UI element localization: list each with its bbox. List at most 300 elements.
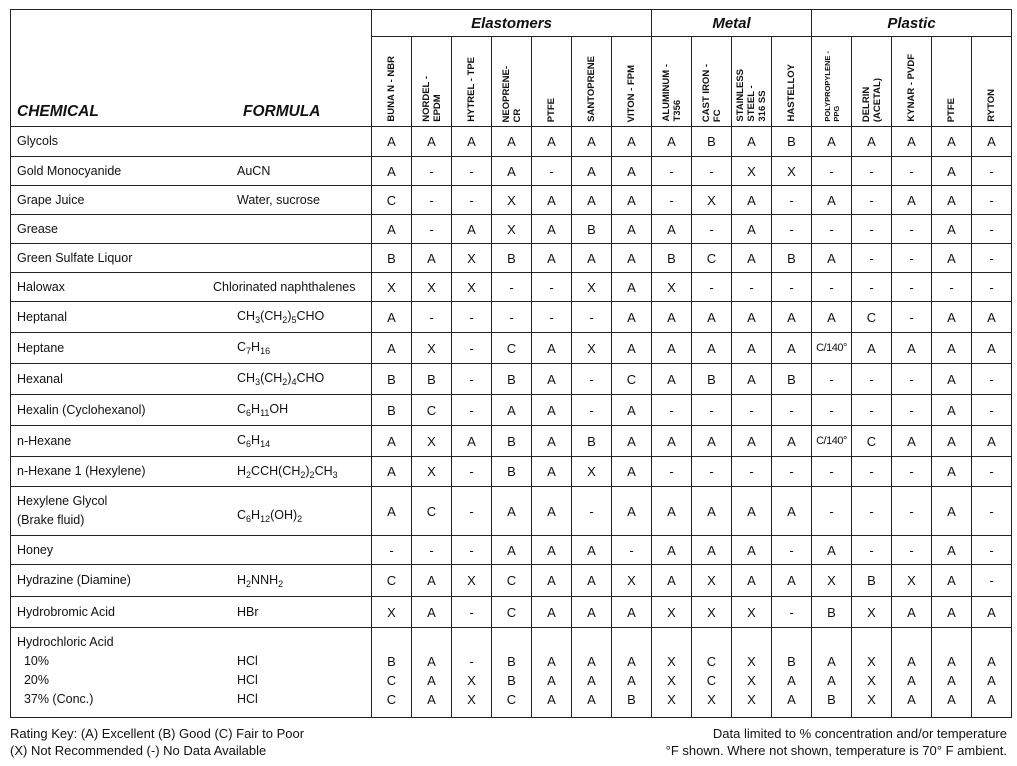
rating-cell [372,273,412,302]
rating-value: A [667,371,676,387]
rating-value: A [747,371,756,387]
rating-value: - [869,402,874,418]
rating-value: C [506,604,517,620]
group-plastic: Plastic [812,10,1012,37]
chemical-cell [11,157,372,186]
rating-value: A [787,672,796,688]
chemical-formula [213,492,302,530]
rating-value: X [427,433,436,449]
rating-value: A [747,542,756,558]
rating-value: A [827,542,836,558]
rating-value: A [427,250,436,266]
rating-cell [652,457,692,487]
rating-cell [692,628,732,718]
rating-value: A [427,604,436,620]
rating-cell [772,333,812,364]
chemical-header: CHEMICAL [17,103,99,120]
rating-value: A [907,340,916,356]
rating-value: A [387,433,396,449]
rating-value: A [787,309,796,325]
rating-cell [972,302,1012,333]
rating-cell [492,333,532,364]
rating-value: B [787,134,796,149]
chemical-name-line: Gold Monocyanide [17,163,122,178]
rating-value: X [787,163,796,179]
rating-cell [852,487,892,536]
rating-value: A [587,691,596,707]
rating-value: X [427,279,436,295]
rating-cell [412,628,452,718]
rating-cell [772,565,812,597]
rating-value: - [509,279,514,295]
rating-cell [452,628,492,718]
rating-cell [932,487,972,536]
rating-value: A [987,672,996,688]
rating-value: A [387,340,396,356]
rating-cell [452,215,492,244]
rating-value: X [867,604,876,620]
table-row [11,157,1012,186]
rating-value: - [669,163,674,179]
rating-cell [492,395,532,426]
rating-cell [452,302,492,333]
rating-cell [812,487,852,536]
rating-value: - [589,503,594,519]
rating-value: X [427,464,436,479]
rating-value: B [507,371,516,387]
rating-value: - [469,653,474,669]
rating-cell [892,302,932,333]
rating-value: A [667,503,676,519]
rating-cell [812,333,852,364]
rating-value: C [386,573,397,588]
chemical-name [11,220,213,239]
rating-value: C [426,503,437,519]
rating-value: - [869,192,874,208]
rating-cell [612,364,652,395]
rating-value: B [507,653,516,669]
rating-value: X [667,653,676,669]
chemical-formula [213,400,288,420]
rating-value: - [989,279,994,295]
rating-cell [932,395,972,426]
rating-value: A [587,163,596,179]
table-row [11,628,1012,718]
rating-cell [812,565,852,597]
rating-cell [652,186,692,215]
rating-cell [532,395,572,426]
rating-cell [932,186,972,215]
formula-header: FORMULA [243,103,321,120]
rating-cell [452,426,492,457]
rating-value: X [667,691,676,707]
rating-cell [772,395,812,426]
chemical-name-line: (Brake fluid) [17,513,85,527]
rating-cell [492,628,532,718]
group-metal: Metal [652,10,812,37]
rating-cell [892,457,932,487]
rating-value: A [507,402,516,418]
rating-cell [732,186,772,215]
chemical-name-line: Heptane [17,340,65,355]
rating-cell [732,487,772,536]
chemical-name-line: 20% [17,672,49,687]
rating-cell [732,333,772,364]
rating-cell [532,487,572,536]
column-header [932,37,972,127]
table-row [11,215,1012,244]
chemical-cell [11,244,372,273]
rating-value: A [867,340,876,356]
rating-cell [532,457,572,487]
rating-value: A [947,542,956,558]
rating-cell [452,364,492,395]
rating-value: C [866,309,877,325]
rating-value: A [747,503,756,519]
rating-cell [892,536,932,565]
chemical-name [11,400,213,420]
rating-value: A [947,371,956,387]
rating-value: - [469,309,474,325]
chemical-name [11,492,213,530]
rating-cell [852,215,892,244]
rating-cell [532,628,572,718]
rating-value: C [426,402,437,418]
chemical-name-line: Glycols [17,134,58,148]
rating-value: A [387,221,396,237]
rating-value: B [507,433,516,449]
rating-value: A [627,340,636,356]
rating-value: - [829,371,834,387]
rating-cell [892,364,932,395]
rating-cell [532,565,572,597]
rating-cell [972,127,1012,157]
rating-value: X [507,221,516,237]
rating-cell [612,127,652,157]
rating-cell [452,565,492,597]
rating-cell [772,186,812,215]
rating-cell [852,457,892,487]
rating-value: A [547,653,556,669]
rating-cell [732,302,772,333]
chemical-formula-line: $CH_3(CH_2)_4CHO$ [237,371,325,387]
rating-cell [492,244,532,273]
rating-value: A [947,340,956,356]
rating-cell [652,565,692,597]
column-header-label: BUNA N - NBR [386,56,397,122]
rating-cell [372,536,412,565]
rating-value: A [427,653,436,669]
rating-value: - [669,402,674,418]
rating-cell [772,157,812,186]
rating-cell [932,273,972,302]
rating-cell [972,457,1012,487]
rating-value: - [429,163,434,179]
rating-cell [692,157,732,186]
rating-cell [972,395,1012,426]
table-row [11,395,1012,426]
rating-cell [652,302,692,333]
rating-value: A [947,573,956,588]
rating-value: - [989,371,994,387]
data-note-line-2: °F shown. Where not shown, temperature is 70° F ambient. [665,743,1007,758]
rating-value: A [667,573,676,588]
column-header-label: SANTOPRENE [586,56,597,122]
chemical-formula [213,278,355,297]
chemical-cell [11,395,372,426]
rating-value: A [947,672,956,688]
chemical-formula [213,162,270,181]
rating-cell [972,426,1012,457]
rating-cell [412,302,452,333]
rating-value: A [427,134,436,149]
chemical-formula-line: $C_6H_{12}(OH)_2$ [237,508,303,524]
rating-value: A [747,340,756,356]
data-note-line-1: Data limited to % concentration and/or temperature [712,726,1007,741]
rating-value: A [387,464,396,479]
rating-cell [892,215,932,244]
rating-cell [372,302,412,333]
chemical-name-line: Grape Juice [17,192,85,207]
rating-value: X [587,279,596,295]
rating-cell [692,215,732,244]
rating-cell [492,426,532,457]
column-header-label: PTFE [546,97,557,122]
rating-value: B [427,371,436,387]
rating-value: A [947,433,956,449]
chemical-name [11,571,213,591]
rating-value: A [627,604,636,620]
rating-value: A [787,573,796,588]
column-header [532,37,572,127]
rating-cell [492,565,532,597]
rating-cell [852,273,892,302]
rating-value: A [387,163,396,179]
rating-value: A [827,134,836,149]
rating-cell [932,597,972,628]
rating-value: A [827,672,836,688]
rating-value: B [587,221,596,237]
rating-cell [772,364,812,395]
chemical-formula-line: HBr [237,604,259,619]
rating-cell [572,333,612,364]
table-row [11,487,1012,536]
rating-value: A [707,340,716,356]
rating-value: - [589,371,594,387]
chemical-formula [213,541,237,560]
rating-cell [852,426,892,457]
rating-value: A [827,250,836,266]
rating-value: - [789,221,794,237]
rating-value: X [427,340,436,356]
rating-cell [612,597,652,628]
rating-value: C [866,433,877,449]
rating-cell [732,597,772,628]
rating-value: B [507,464,516,479]
chemical-formula [213,571,283,591]
rating-cell [692,426,732,457]
rating-cell [812,536,852,565]
rating-cell [452,487,492,536]
rating-value: A [827,309,836,325]
rating-value: A [627,134,636,149]
rating-value: B [667,250,676,266]
rating-value: X [867,653,876,669]
rating-cell [772,487,812,536]
rating-value: - [789,604,794,620]
rating-value: A [467,221,476,237]
chemical-name-line: Heptanal [17,309,68,324]
rating-cell [412,157,452,186]
rating-cell [812,426,852,457]
rating-value: B [387,371,396,387]
rating-value: - [989,503,994,519]
rating-value: - [789,192,794,208]
rating-cell [732,364,772,395]
rating-value: A [667,134,676,149]
chemical-formula [213,220,237,239]
rating-value: A [947,503,956,519]
rating-cell [572,215,612,244]
rating-value: A [547,604,556,620]
rating-value: B [827,691,836,707]
column-header-label: HYTREL - TPE [466,57,477,122]
rating-cell [372,157,412,186]
rating-value: A [587,192,596,208]
rating-cell [572,273,612,302]
rating-cell [812,244,852,273]
rating-value: A [547,573,556,588]
rating-value: B [707,134,716,149]
rating-cell [372,244,412,273]
rating-value: C [626,371,637,387]
table-row [11,333,1012,364]
rating-cell [492,186,532,215]
rating-value: X [667,279,676,295]
column-header-label: PTFE [946,97,957,122]
rating-value: X [667,672,676,688]
rating-value: A [427,573,436,588]
column-header [812,37,852,127]
chemical-formula-line: Chlorinated naphthalenes [213,279,356,294]
rating-cell [452,536,492,565]
rating-cell [732,628,772,718]
chemical-name-line: 10% [17,653,49,668]
rating-cell [732,395,772,426]
rating-cell [652,628,692,718]
rating-cell [972,215,1012,244]
rating-value: X [707,604,716,620]
rating-value: - [989,402,994,418]
rating-cell [612,536,652,565]
rating-value: C/140° [816,342,847,354]
rating-value: A [627,279,636,295]
rating-value: A [507,503,516,519]
rating-cell [852,628,892,718]
table-row [11,273,1012,302]
rating-cell [692,364,732,395]
rating-value: A [547,464,556,479]
rating-value: - [629,542,634,558]
rating-cell [652,487,692,536]
rating-cell [372,395,412,426]
rating-value: A [667,542,676,558]
rating-cell [452,457,492,487]
rating-cell [812,364,852,395]
rating-cell [732,273,772,302]
rating-cell [852,565,892,597]
rating-value: - [869,371,874,387]
rating-cell [412,333,452,364]
rating-value: A [627,250,636,266]
rating-cell [812,157,852,186]
rating-value: X [467,573,476,588]
rating-cell [732,127,772,157]
rating-value: C [506,691,517,707]
rating-cell [612,244,652,273]
rating-cell [852,157,892,186]
rating-value: - [469,542,474,558]
chemical-name [11,162,213,181]
rating-cell [812,395,852,426]
chemical-name-line: Hydrobromic Acid [17,604,115,619]
table-row [11,127,1012,157]
rating-value: - [749,279,754,295]
rating-value: X [587,340,596,356]
rating-cell [652,426,692,457]
rating-value: C [386,192,397,208]
rating-cell [972,597,1012,628]
rating-value: X [747,691,756,707]
rating-cell [692,186,732,215]
rating-cell [412,273,452,302]
rating-value: A [867,134,876,149]
rating-cell [772,215,812,244]
rating-value: X [467,279,476,295]
rating-cell [532,127,572,157]
rating-cell [532,244,572,273]
chemical-name [11,603,213,622]
rating-value: - [869,221,874,237]
rating-value: A [747,573,756,588]
rating-cell [492,364,532,395]
table-row [11,565,1012,597]
rating-cell [412,127,452,157]
chemical-name [11,249,213,268]
rating-value: - [909,250,914,266]
rating-value: A [547,503,556,519]
rating-cell [692,457,732,487]
rating-value: A [547,192,556,208]
rating-cell [412,364,452,395]
rating-value: X [467,250,476,266]
rating-value: A [947,309,956,325]
rating-cell [652,273,692,302]
rating-cell [652,364,692,395]
rating-key-line-2: (X) Not Recommended (-) No Data Available [10,743,267,758]
rating-cell [972,157,1012,186]
rating-value: X [707,573,716,588]
rating-cell [692,565,732,597]
rating-cell [852,186,892,215]
rating-value: A [547,402,556,418]
rating-cell [892,628,932,718]
rating-value: A [947,192,956,208]
rating-value: X [667,604,676,620]
rating-value: - [829,163,834,179]
rating-value: A [387,309,396,325]
rating-value: - [589,309,594,325]
